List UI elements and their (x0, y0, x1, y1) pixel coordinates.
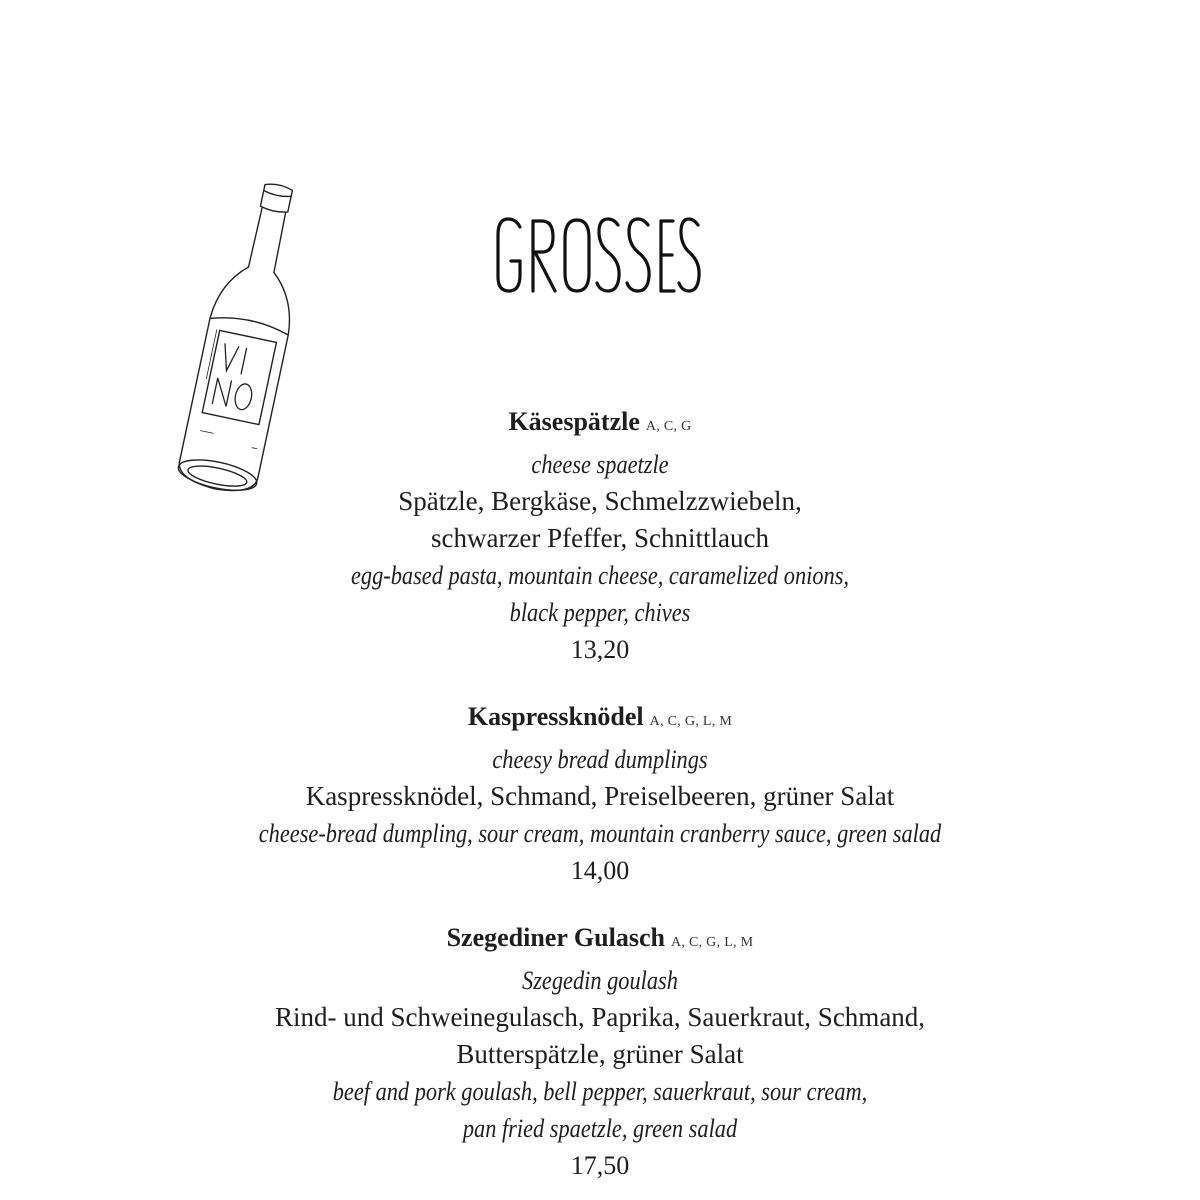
ingredients-english: pan fried spaetzle, green salad (462, 1114, 738, 1143)
allergen-codes: A, C, G (645, 419, 692, 434)
dish-price: 14,00 (570, 856, 630, 885)
menu-item (100, 698, 1100, 889)
section-heading (480, 205, 710, 305)
ingredients-german: Butterspätzle, grüner Salat (456, 1039, 744, 1069)
dish-title-line (100, 919, 1100, 962)
ingredients-english: cheese-bread dumpling, sour cream, mountain cranberry sauce, green salad (258, 819, 942, 848)
dish-title-line (100, 698, 1100, 741)
menu-item (100, 919, 1100, 1184)
dish-name: Kaspressknödel (467, 702, 644, 731)
dish-name: Käsespätzle (508, 407, 640, 436)
ingredients-english: beef and pork goulash, bell pepper, sauerkraut, sour cream, (332, 1077, 868, 1106)
dish-name-english: Szegedin goulash (522, 966, 678, 995)
bottle-label-letter-v (220, 344, 239, 372)
ingredients-german: Rind- und Schweinegulasch, Paprika, Sauerkraut, Schmand, (274, 1002, 926, 1032)
dish-name-english: cheese spaetzle (531, 450, 669, 479)
dish-title-line (100, 403, 1100, 446)
heading-text: GROSSES (480, 205, 485, 206)
allergen-codes: A, C, G, L, M (670, 935, 754, 950)
dish-price: 17,50 (570, 1151, 630, 1180)
dish-price: 13,20 (570, 635, 630, 664)
ingredients-german: schwarzer Pfeffer, Schnittlauch (430, 523, 770, 553)
allergen-codes: A, C, G, L, M (649, 714, 733, 729)
ingredients-german: Kaspressknödel, Schmand, Preiselbeeren, grüner Salat (305, 781, 895, 811)
bottle-label-letter-i (241, 348, 246, 373)
menu-item (100, 403, 1100, 668)
ingredients-german: Spätzle, Bergkäse, Schmelzzwiebeln, (398, 486, 802, 516)
dish-name: Szegediner Gulasch (446, 923, 665, 952)
dish-name-english: cheesy bread dumplings (492, 745, 708, 774)
ingredients-english: black pepper, chives (509, 598, 691, 627)
ingredients-english: egg-based pasta, mountain cheese, caramelized onions, (350, 561, 850, 590)
